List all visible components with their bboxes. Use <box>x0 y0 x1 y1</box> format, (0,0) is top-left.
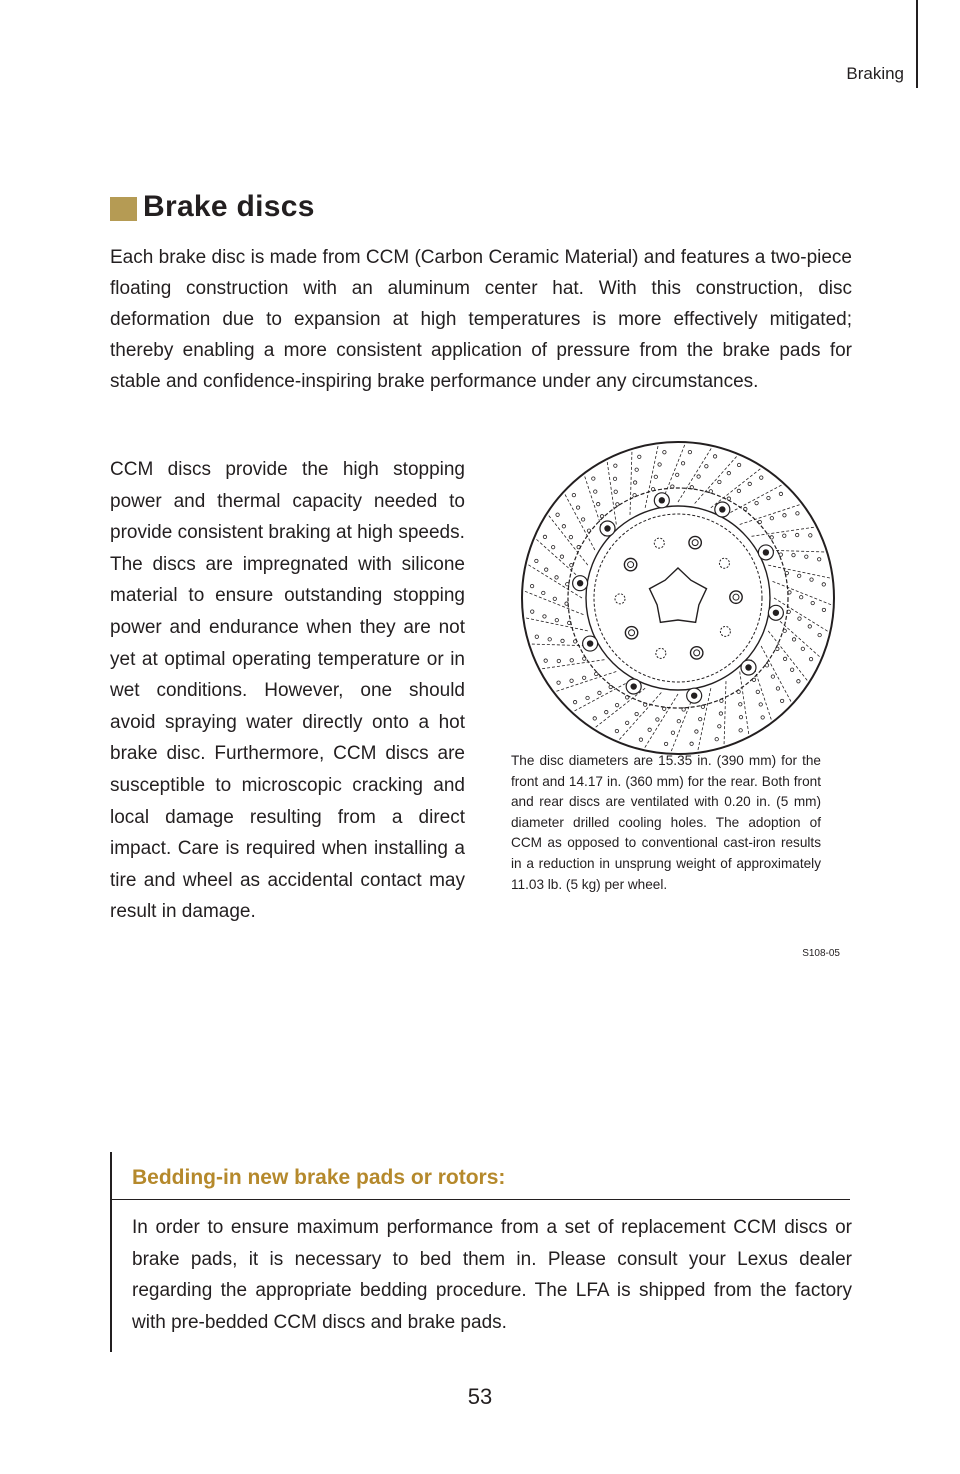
header-rule <box>916 0 918 88</box>
lug-hole <box>625 627 637 639</box>
figure-caption: The disc diameters are 15.35 in. (390 mm) for the front and 14.17 in. (360 mm) for the rear. Both front and rear discs are ventilated with 0.20 in. (5 mm) diameter drilled cooling holes. The adoption of CCM as opposed to conventional cast-iron results in a reduction in unsprung weight of approximately 11.03 lb. (5 kg) per wheel. <box>511 753 821 892</box>
running-header: Braking <box>846 64 904 83</box>
lug-hole <box>624 558 636 570</box>
bobbin-center <box>630 683 636 689</box>
callout-divider <box>112 1199 850 1200</box>
body-paragraph-1: CCM discs provide the high stopping power and thermal capacity needed to provide consistent braking at high speeds. <box>110 459 465 544</box>
brake-disc-illustration <box>520 440 836 756</box>
bobbin-center <box>587 640 593 646</box>
body-text <box>110 454 465 928</box>
callout-heading: Bedding-in new brake pads or rotors: <box>132 1166 506 1189</box>
section-marker <box>110 197 137 221</box>
section-title: Brake discs <box>143 190 315 223</box>
bobbin-center <box>604 525 610 531</box>
bobbin-center <box>745 664 751 670</box>
bobbin-center <box>719 506 725 512</box>
lug-hole <box>730 591 742 603</box>
bobbin-center <box>691 692 697 698</box>
bobbin-center <box>659 497 665 503</box>
lug-hole <box>689 536 701 548</box>
figure-code: S108-05 <box>802 948 840 959</box>
lug-hole <box>691 647 703 659</box>
callout-rule <box>110 1152 112 1352</box>
page-number: 53 <box>467 1384 493 1409</box>
callout-text: In order to ensure maximum performance from a set of replacement CCM discs or brake pads, it is necessary to bed them in. Please consult your Lexus dealer regarding the appropriate bedding procedure. The LFA is shipped from the factory with pre-bedded CCM discs and brake pads. <box>132 1217 852 1333</box>
bobbin-center <box>773 610 779 616</box>
bobbin-center <box>763 549 769 555</box>
bobbin-center <box>577 580 583 586</box>
intro-paragraph: Each brake disc is made from CCM (Carbon Ceramic Material) and features a two-piece floating construction with an aluminum center hat. With this construction, disc deformation due to expansion at high temperatures is more effectively mitigated; thereby enabling a more consistent application of pressure from the brake pads for stable and confidence-inspiring brake performance under any circumstances. <box>110 247 852 392</box>
body-paragraph-2: The discs are impregnated with silicone material to ensure outstanding stopping power and endurance when they are not yet at optimal operating temperature or in wet conditions. However, one should avoid spraying water directly onto a hot brake disc. Furthermore, CCM discs are susceptible to microscopic cracking and local damage resulting from a direct impact. Care is required when installing a tire and wheel as accidental contact may result in damage. <box>110 553 465 923</box>
